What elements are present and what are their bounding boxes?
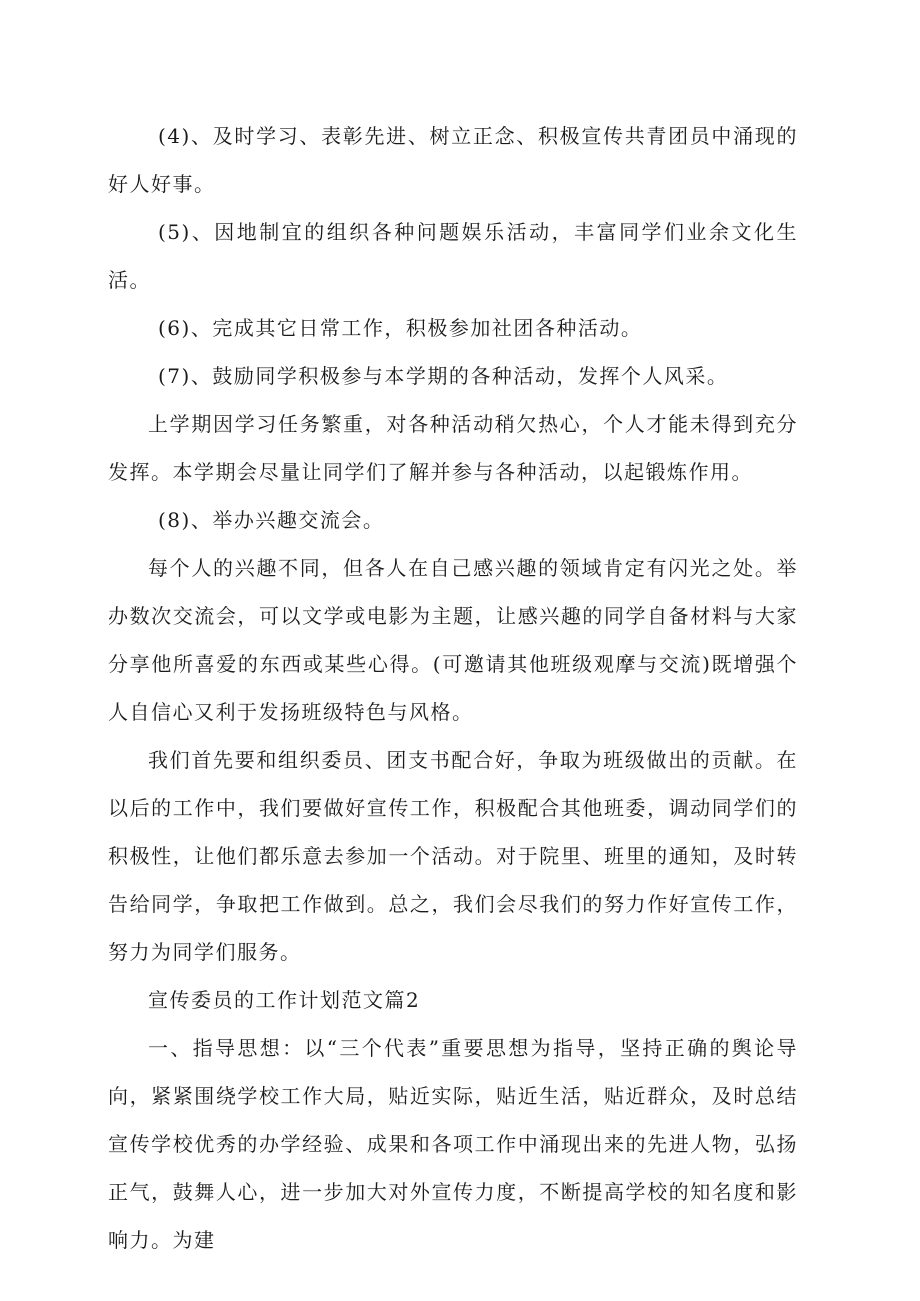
paragraph-item-6: (6)、完成其它日常工作，积极参加社团各种活动。 bbox=[158, 316, 643, 340]
paragraph-cooperation: 我们首先要和组织委员、团支书配合好，争取为班级做出的贡献。在以后的工作中，我们要做好宣传工作，积极配合其他班委，调动同学们的积极性，让他们都乐意去参加一个活动。对于院里、班里的通知，及时转告给同学，争取把工作做到。总之，我们会尽我们的努力作好宣传工作，努力为同学们服务。 bbox=[108, 748, 798, 964]
paragraph-interests: 每个人的兴趣不同，但各人在自己感兴趣的领域肯定有闪光之处。举办数次交流会，可以文学或电影为主题，让感兴趣的同学自备材料与大家分享他所喜爱的东西或某些心得。(可邀请其他班级观摩与交流)既增强个人自信心又利于发扬班级特色与风格。 bbox=[108, 556, 798, 724]
paragraph-item-4: (4)、及时学习、表彰先进、树立正念、积极宣传共青团员中涌现的好人好事。 bbox=[108, 124, 798, 196]
document-body bbox=[108, 112, 798, 1264]
paragraph-previous-term: 上学期因学习任务繁重，对各种活动稍欠热心，个人才能未得到充分发挥。本学期会尽量让同学们了解并参与各种活动，以起锻炼作用。 bbox=[108, 412, 798, 484]
paragraph-guiding-thought: 一、指导思想：以“三个代表”重要思想为指导，坚持正确的舆论导向，紧紧围绕学校工作大局，贴近实际，贴近生活，贴近群众，及时总结宣传学校优秀的办学经验、成果和各项工作中涌现出来的先进人物，弘扬正气，鼓舞人心，进一步加大对外宣传力度，不断提高学校的知名度和影响力。为建 bbox=[108, 1036, 798, 1252]
paragraph-item-8: (8)、举办兴趣交流会。 bbox=[158, 508, 385, 532]
paragraph-item-5: (5)、因地制宜的组织各种问题娱乐活动，丰富同学们业余文化生活。 bbox=[108, 220, 798, 292]
paragraph-item-7: (7)、鼓励同学积极参与本学期的各种活动，发挥个人风采。 bbox=[158, 364, 729, 388]
section-heading: 宣传委员的工作计划范文篇2 bbox=[148, 988, 421, 1012]
